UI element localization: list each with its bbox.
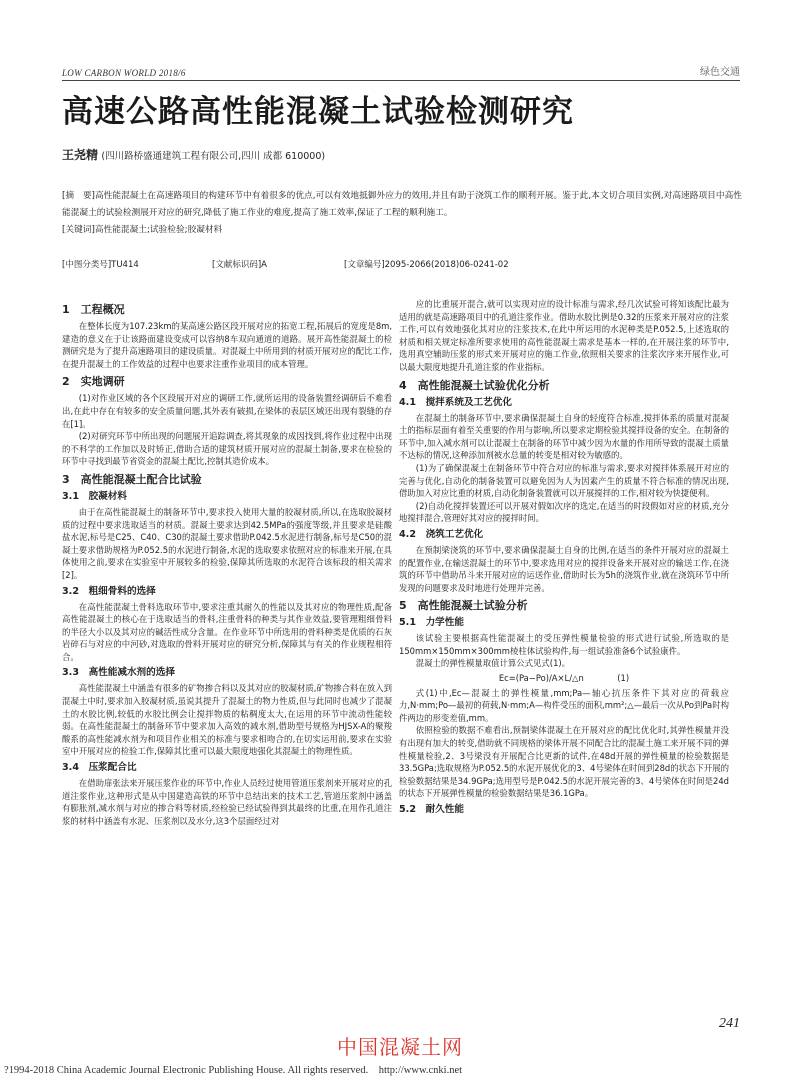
subsection-heading: 3.2 粗细骨料的选择 bbox=[62, 585, 156, 597]
abstract-text: 高性能混凝土在高速路项目的构建环节中有着很多的优点,可以有效地抵御外应力的效用,并且有助于浇筑工作的顺利开展。鉴于此,本文切合项目实例,对高速路项目中高性能混凝土的试验检测展开对应的研究,降低了施工作业的难度,提高了施工效率,保证了工程的顺利施工。 bbox=[62, 191, 742, 218]
article-number: [文章编号]2095-2066(2018)06-0241-02 bbox=[344, 260, 509, 270]
article-title: 高速公路高性能混凝土试验检测研究 bbox=[62, 94, 574, 130]
section-heading: 5 高性能混凝土试验分析 bbox=[399, 599, 528, 613]
left-column bbox=[62, 298, 392, 1063]
copyright-line: ?1994-2018 China Academic Journal Electronic Publishing House. All rights reserved. http://www.cnki.net bbox=[4, 1065, 463, 1076]
abstract-label: [摘 要] bbox=[62, 191, 95, 201]
page-number: 241 bbox=[719, 1016, 740, 1031]
paragraph: (2)自动化搅拌装置还可以开展对假如次序的选定,在适当的时段假如对应的材质,充分地搅拌混合,管理好其对应的搅拌时间。 bbox=[399, 500, 729, 524]
paragraph: (2)对研究环节中所出现的问题展开追踪调查,将其现象的成因找到,将作业过程中出现的不科学的工作加以及时矫正,借助合适的建筑材质开展对应的混凝土制备,要求在检验的环节中寻找到最节省资金的混凝土配比,控制其造价成本。 bbox=[62, 431, 392, 467]
paragraph: 应的比重展开混合,就可以实现对应的设计标准与需求,经几次试验可将知该配比最为适用的就是高速路项目中的孔道注浆作业。借助水胶比例是0.32的压浆来开展对应的注浆工作,可以有效地强化其对应的注浆技术,在此中所运用的水泥种类是P.052.5,上述选取的材质和相关规定标准所要求使用的高性能混凝土需求是基本一样的,在开展注浆的环节中,选用真空辅助压浆的形式来开展对应的施工作业,依照相关要求的注浆次序来开展作业,可以最大限度地提升孔道注浆的作业指标。 bbox=[399, 299, 729, 372]
journal-name: LOW CARBON WORLD 2018/6 bbox=[62, 68, 186, 78]
paragraph: (1)为了确保混凝土在制备环节中符合对应的标准与需求,要求对搅拌体系展开对应的完善与优化,自动化的制备装置可以避免因为人为因素产生的质量不符合标准的情况出现,借助加入对应比重的材质,自动化制备装置就可以开展搅拌的工作,相对较为快捷便利。 bbox=[399, 462, 729, 499]
paragraph: 在预制梁浇筑的环节中,要求确保混凝土自身的比例,在适当的条件开展对应的混凝土的配置作业,在输送混凝土的环节中,要求选用对应的搅拌设备来开展对应的输送工作,在浇筑的环节中借助吊斗来开展对应的运送作业,借助时长为5h的浇筑作业,就在浇筑环节中所发现的问题要求及时地进行处理并完善。 bbox=[399, 544, 729, 593]
subsection-heading: 4.2 浇筑工艺优化 bbox=[399, 528, 484, 540]
author-line bbox=[62, 146, 325, 163]
section-heading: 3 高性能混凝土配合比试验 bbox=[62, 472, 202, 486]
classification-row bbox=[62, 258, 742, 272]
paragraph: 依照检验的数据不难看出,预制梁体混凝土在开展对应的配比优化时,其弹性模量并没有出现有加大的转变,借助就不同规格的梁体开展不同配合比的混凝土施工来开展不同的弹性模量检验,2、3号梁没有开展配合比更新的试件,在48d开展的弹性模量的检验数据是33.5GPa;选取规格为P.052.5的水泥开展优化的3、4号梁体在时间到28d的状态下开展的检验数据结果是34.9GPa;选用型号是P.042.5的水泥开展完善的3、4号梁体在时间是24d的状态下开展弹性模量的检验数据结果是36.1GPa。 bbox=[399, 725, 729, 799]
paragraph: 在混凝土的制备环节中,要求确保混凝土自身的轻度符合标准,搅拌体系的质量对混凝土的指标层面有着至关重要的作用与影响,所以要求定期检验其搅拌设备的安全。在制备的环节中,加入减水剂可以让混凝土在制备的环节中减少因为水量的作用所导致的混凝土质量不达标的情况,这种添加剂被水总量的转变是相对较为敏感的。 bbox=[399, 412, 729, 461]
site-watermark: 中国混凝土网 bbox=[337, 1035, 463, 1059]
subsection-heading: 3.4 压浆配合比 bbox=[62, 762, 137, 774]
keywords: [关键词]高性能混凝土;试验检验;胶凝材料 bbox=[62, 225, 223, 235]
subsection-heading: 5.2 耐久性能 bbox=[399, 804, 464, 815]
section-heading: 1 工程概况 bbox=[62, 303, 125, 316]
paragraph: 在借助扉张法来开展压浆作业的环节中,作业人员经过使用管道压浆剂来开展对应的孔道注浆作业,这种形式是从中国建造高铁的环节中总结出来的技术工艺,管道压浆剂中涵盖有膨胀剂,减水剂与对应的掺合料等材质,经检验已经试验得到其最终的比重,在用作孔道注浆的材料中涵盖有水泥、压浆剂以及水分,这3个层面经过对 bbox=[62, 778, 392, 826]
author-name: 王尧精 bbox=[62, 148, 99, 162]
section-tag: 绿色交通 bbox=[700, 67, 740, 78]
classification-number: [中图分类号]TU414 bbox=[62, 260, 139, 270]
paragraph: 式(1)中,Ec—混凝土的弹性模量,mm;Pa—轴心抗压条件下其对应的荷载应力,N·mm;Po—最初的荷载,N·mm;A—构件受压的面积,mm²;△—最后一次从Po到Pa时构件两边的形变差值,mm。 bbox=[399, 687, 729, 723]
paragraph: 混凝土的弹性模量取值计算公式见式(1)。 bbox=[415, 658, 571, 669]
paragraph: 在整体长度为107.23km的某高速公路区段开展对应的拓宽工程,拓展后的宽度是8m,建造的意义在于让该路面建设变成可以容纳8车双向通道的道路。展开高性能混凝土的检测研究是为了提升高速路项目的建设质量。对混凝土中所用到的材质开展对应的配比工作,在提升混凝土的工作效益的过程中也要求注重作业项目的成本管理。 bbox=[62, 321, 392, 369]
paragraph: (1)对作业区域的各个区段展开对应的调研工作,就所运用的设备装置经调研后不难看出,在此中存在有较多的安全质量问题,其外表有破损,在梁体的表层区域还出现有裂缝的存在[1]。 bbox=[62, 393, 392, 429]
right-column bbox=[399, 298, 729, 1063]
subsection-heading: 4.1 搅拌系统及工艺优化 bbox=[399, 396, 512, 408]
subsection-heading: 3.1 胶凝材料 bbox=[62, 490, 127, 502]
subsection-heading: 5.1 力学性能 bbox=[399, 617, 464, 629]
section-heading: 4 高性能混凝土试验优化分析 bbox=[399, 378, 550, 392]
section-heading: 2 实地调研 bbox=[62, 375, 125, 389]
subsection-heading: 3.3 高性能减水剂的选择 bbox=[62, 667, 175, 679]
abstract bbox=[62, 188, 742, 239]
paragraph: 高性能混凝土中涵盖有很多的矿物掺合料以及其对应的胶凝材质,矿物掺合料在放入到混凝土中时,要求加入胶凝材质,虽说其提升了混凝土的物力性质,但与此同时也减少了混凝土的水胶比例,较低的水胶比例会让搅拌物质的粘稠度太大,在运用的环节中流动性能较弱。在高性能混凝土的制备环节中要求加入高效的减水剂,借助型号规格为HJSX-A的聚羧酸系的高性能减水剂为和项目作业相关的标准与要求相吻合的,在切实运用前,要求在实验室中开展对应的检验工作,保障其比重可以最大限度地强化其混凝土的物理性质。 bbox=[62, 683, 392, 757]
header-rule bbox=[62, 80, 740, 81]
paragraph: 该试验主要根据高性能混凝土的受压弹性模量检验的形式进行试验,所选取的是150mm×150mm×300mm棱柱体试验构件,每一组试验准备6个试验康件。 bbox=[399, 633, 729, 656]
document-code: [文献标识码]A bbox=[212, 260, 267, 270]
paragraph: 由于在高性能混凝土的制备环节中,要求投入使用大量的胶凝材质,所以,在选取胶凝材质的过程中要求选取适当的材质。混凝土要求达到42.5MPa的强度等级,并且要求是硅酸盐水泥,标号是C25、C40、C30的混凝土要求借助P.042.5水泥进行制备,标号是C50的混凝土要求借助规格为P.052.5的水泥进行制备,水泥的选取要求依照对应的标准来开展,在具体使用之前,要求在实验室中开展较多的检验,保障其所选取的水泥符合该标段的相关需求[2]。 bbox=[62, 506, 392, 580]
formula: Ec=(Pa−Po)/A×L/△n (1) bbox=[498, 673, 630, 684]
paragraph: 在高性能混凝土骨料选取环节中,要求注重其耐久的性能以及其对应的物理性质,配备高性能混凝土的核心在于选取适当的骨料,注重骨料的种类与其作业效益,要管理粗细骨料的半径大小以及其对应的碱活性成分含量。在作业环节中所选用的骨料种类是优质的石灰岩碎石与对应的中河砂,对选取的骨料开展对应的研究分析,保障其与有关的作业规程相符合。 bbox=[62, 601, 392, 662]
author-affiliation: (四川路桥盛通建筑工程有限公司,四川 成都 610000) bbox=[101, 151, 326, 162]
